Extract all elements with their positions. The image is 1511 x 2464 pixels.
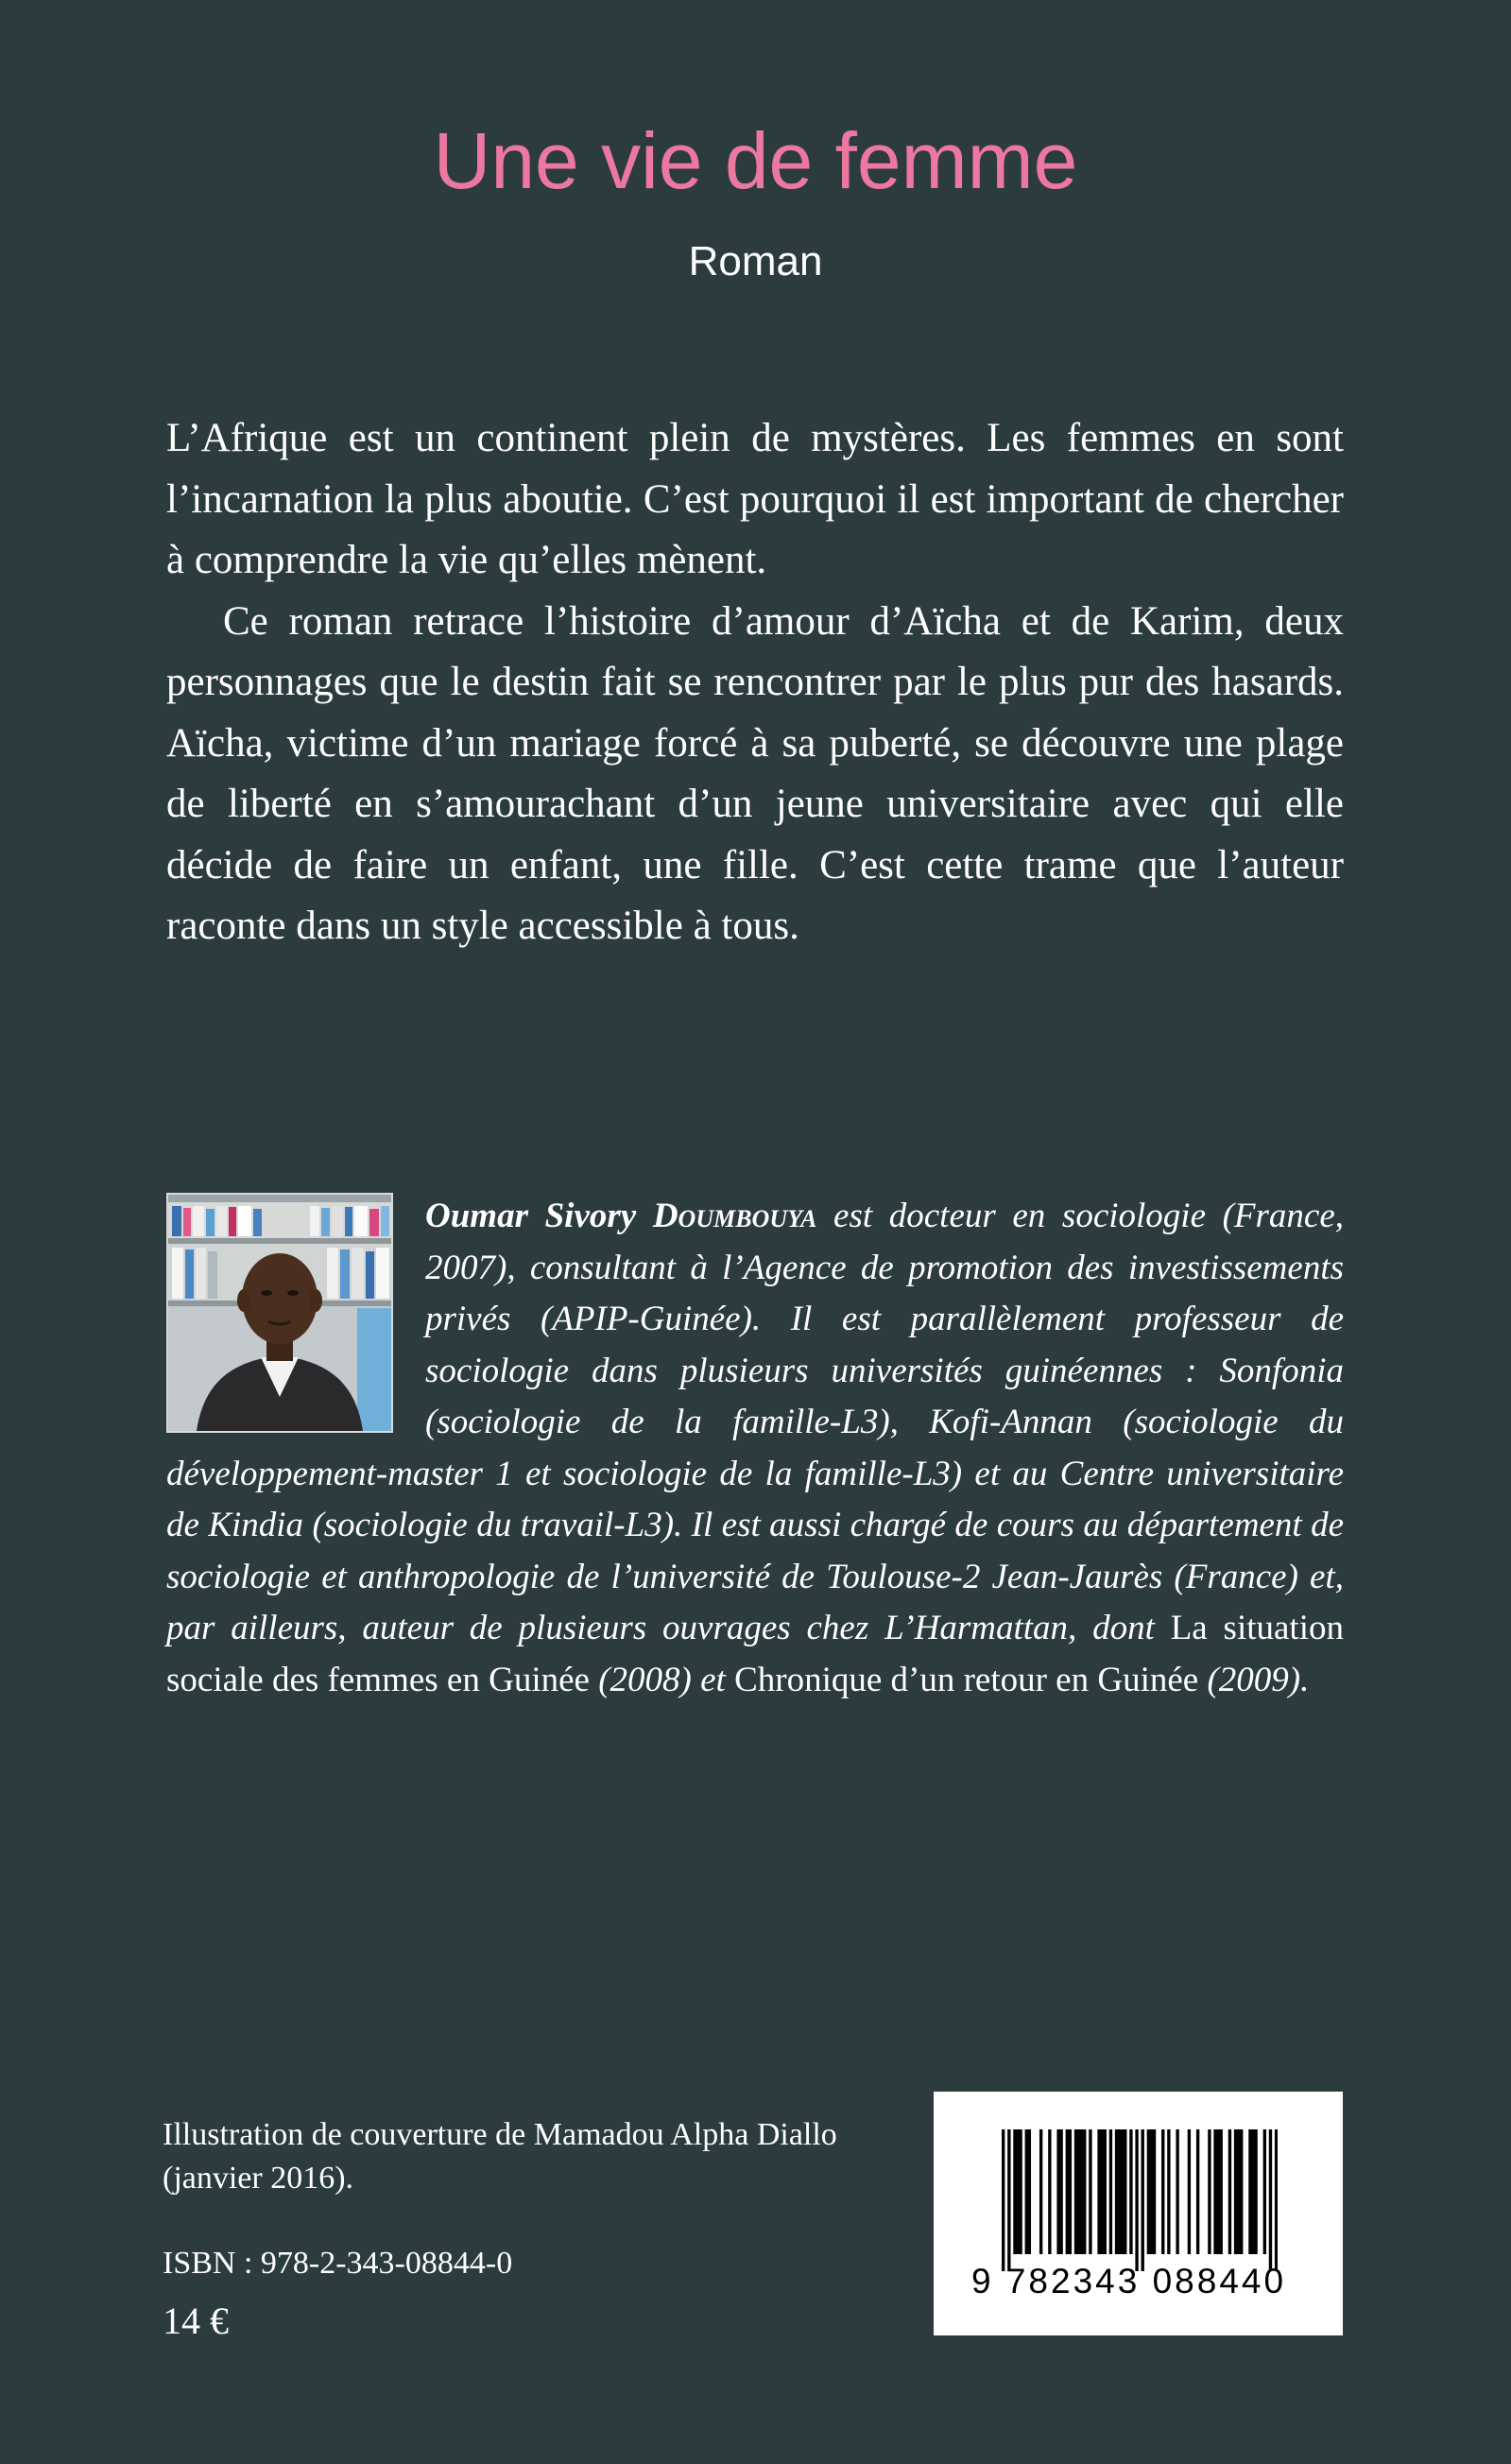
barcode-bar [1176, 2129, 1178, 2254]
barcode-bar [1039, 2129, 1042, 2254]
barcode-bar [1080, 2129, 1083, 2254]
book-genre: Roman [688, 238, 823, 284]
barcode-bar [1234, 2129, 1237, 2254]
barcode-bar [1104, 2129, 1107, 2254]
barcode-bar [1028, 2129, 1031, 2254]
barcode-bar [1066, 2129, 1069, 2254]
barcode-bar [1019, 2129, 1022, 2254]
barcode-bar [1150, 2129, 1153, 2254]
barcode-bar [1142, 2129, 1144, 2271]
barcode-bar [1115, 2129, 1118, 2254]
barcode-bar [1275, 2129, 1278, 2271]
barcode-bar [1263, 2129, 1266, 2254]
barcode-bar [1002, 2129, 1004, 2271]
barcode-bar [1196, 2129, 1199, 2254]
barcode-bar [1248, 2129, 1251, 2254]
blurb-paragraph-1: L’Afrique est un continent plein de mystères. Les femmes en sont l’incarnation la plus aboutie. C’est pourquoi il est important de chercher à comprendre la vie qu’elles mènent. [166, 416, 1344, 582]
author-portrait-image [168, 1195, 391, 1431]
barcode-bars [1002, 2129, 1278, 2271]
barcode-bar [1228, 2129, 1231, 2254]
barcode-bar [1025, 2129, 1028, 2254]
barcode-bar [1016, 2129, 1019, 2254]
barcode-bar [1251, 2129, 1254, 2254]
barcode-bar [1089, 2129, 1091, 2254]
bio-text: est docteur en sociologie (France, 2007), consultant à l’Agence de promotion des investissements privés (APIP-Guinée). Il est parallèlement professeur de sociologie dans plusieurs universités guinéennes : Sonfonia (sociologie de la famille-L3), Kofi-Annan (sociologie du développement-master 1 et sociologie de la famille-L3) et au Centre universitaire de Kindia (sociologie du travail-L3). Il est aussi chargé de cours au département de sociologie et anthropologie de l’université de Toulouse-2 Jean-Jaurès (France) et, par ailleurs, auteur de plusieurs ouvrages chez L’Harmattan, dont [166, 1197, 1345, 1647]
author-surname: Doumbouya [652, 1197, 817, 1235]
barcode-bar [1056, 2129, 1059, 2254]
barcode-bar [1048, 2129, 1051, 2254]
book-title: Une vie de femme [433, 116, 1078, 205]
barcode-bar [1161, 2129, 1164, 2254]
barcode-bar [1135, 2129, 1138, 2271]
author-photo [166, 1193, 393, 1433]
barcode-bar [1083, 2129, 1086, 2254]
barcode-bar [1269, 2129, 1272, 2271]
barcode-bar [1216, 2129, 1219, 2254]
barcode-bar [1077, 2129, 1080, 2254]
barcode-bar [1147, 2129, 1150, 2254]
barcode-digits: 9 782343 088440 [971, 2262, 1287, 2300]
barcode-bar [1220, 2129, 1223, 2254]
barcode-bar [1153, 2129, 1156, 2254]
barcode-bar [1188, 2129, 1191, 2254]
author-first-names: Oumar Sivory [425, 1197, 637, 1235]
blurb-paragraph-2: Ce roman retrace l’histoire d’amour d’Aïcha et de Karim, deux personnages que le destin fait se rencontrer par le plus pur des hasards. Aïcha, victime d’un mariage forcé à sa puberté, se découvre une plage de liberté en s’amourachant d’un jeune universitaire avec qui elle décide de faire un enfant, une fille. C’est cette trame que l’auteur raconte dans un style accessible à tous. [166, 598, 1344, 948]
barcode-bar [1101, 2129, 1104, 2254]
barcode-bar [1121, 2129, 1124, 2254]
bio-book-2-year: (2009). [1198, 1660, 1310, 1699]
bio-book-1-year: (2008) et [589, 1660, 735, 1699]
barcode-bar [1059, 2129, 1062, 2254]
barcode-bar [1167, 2129, 1170, 2254]
barcode-bar [1237, 2129, 1240, 2254]
barcode-bar [1124, 2129, 1126, 2254]
barcode-bar [1240, 2129, 1243, 2254]
barcode-bar [1007, 2129, 1010, 2271]
barcode-bar [1254, 2129, 1257, 2254]
barcode-bar [1109, 2129, 1112, 2254]
back-cover-blurb [166, 408, 1344, 957]
barcode-bar [1097, 2129, 1100, 2254]
barcode-bar [1213, 2129, 1216, 2254]
cover-illustration-credit: Illustration de couverture de Mamadou Alpha Diallo (janvier 2016). [163, 2117, 837, 2196]
isbn: ISBN : 978-2-343-08844-0 [163, 2246, 513, 2281]
barcode [934, 2092, 1343, 2335]
bio-book-2-title: Chronique d’un retour en Guinée [734, 1660, 1199, 1699]
barcode-bar [1118, 2129, 1121, 2254]
price: 14 € [163, 2300, 229, 2342]
barcode-bar [1129, 2129, 1132, 2254]
barcode-bar [1208, 2129, 1211, 2254]
barcode-bar [1013, 2129, 1016, 2254]
barcode-bar [1069, 2129, 1072, 2254]
barcode-bar [1074, 2129, 1077, 2254]
bio-book-1-title: La situation sociale des femmes en Guinée [166, 1609, 1344, 1699]
